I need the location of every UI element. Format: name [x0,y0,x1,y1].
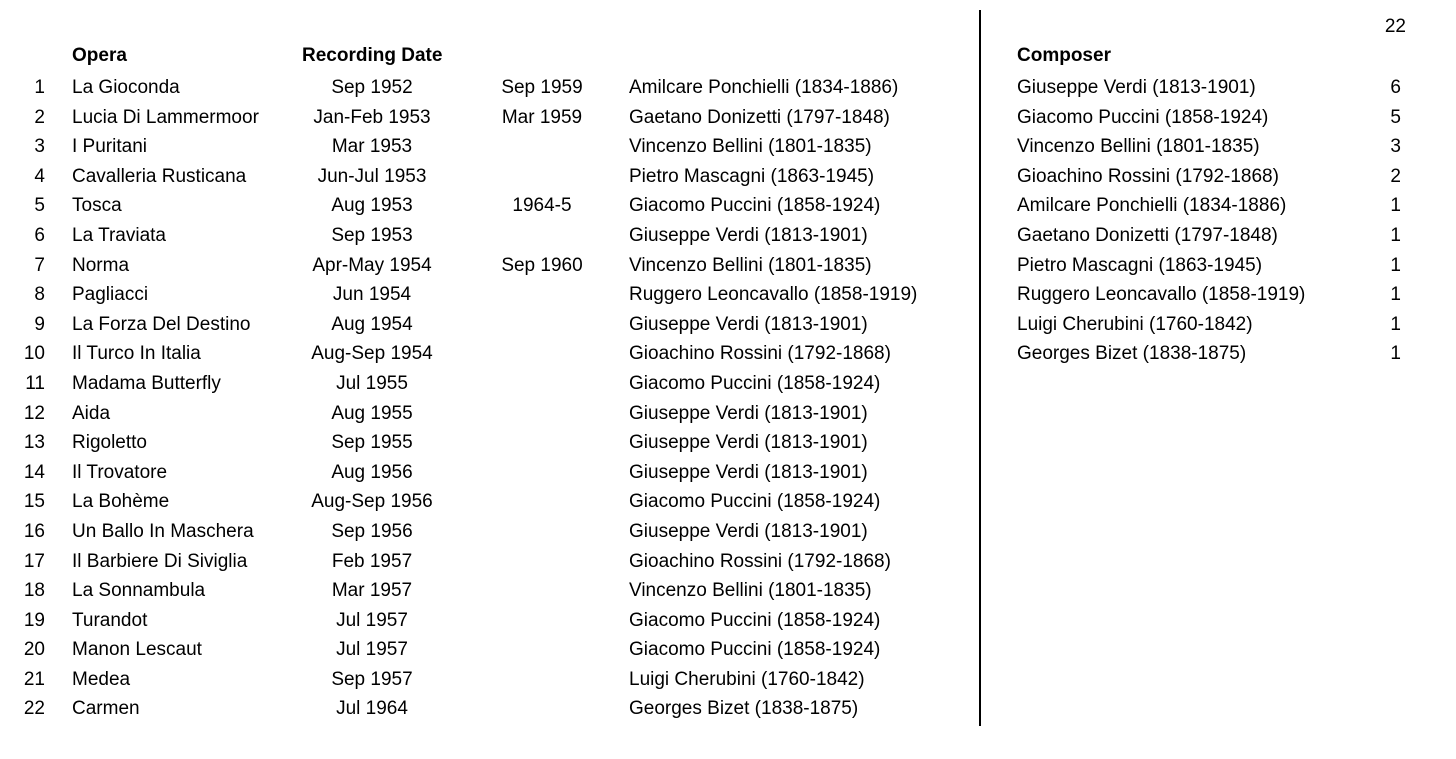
composer-count-row [1017,313,1407,343]
opera-title: La Bohème [72,491,170,513]
recording-date: Sep 1952 [331,77,413,98]
opera-title: Norma [72,254,130,276]
opera-title: La Sonnambula [72,580,206,602]
recording-date: Aug 1954 [331,313,413,335]
second-recording-date: Mar 1959 [501,106,583,128]
table-row [0,431,960,461]
table-row [0,402,960,432]
opera-title: Medea [72,668,131,690]
composer-name: Giuseppe Verdi (1813-1901) [629,224,868,246]
opera-count: 1 [1390,224,1401,246]
row-number: 14 [23,461,45,483]
composer-count-row [1017,342,1407,372]
recording-date: Mar 1957 [331,580,413,602]
opera-title: Pagliacci [72,284,149,306]
composer-name: Gioachino Rossini (1792-1868) [1017,165,1279,187]
recording-date: Sep 1955 [331,432,413,454]
table-row [0,490,960,520]
composer-name: Luigi Cherubini (1760-1842) [629,668,865,690]
opera-title: Un Ballo In Maschera [72,520,254,542]
recording-date-header: Recording Date [302,45,443,66]
row-number: 21 [23,668,45,690]
table-row [0,461,960,491]
opera-title: I Puritani [72,136,147,158]
row-number: 6 [34,224,45,246]
composer-name: Ruggero Leoncavallo (1858-1919) [1017,284,1306,306]
second-recording-date: Sep 1959 [501,77,583,98]
composer-name: Gioachino Rossini (1792-1868) [629,550,891,572]
table-row [0,372,960,402]
opera-title: La Traviata [72,224,166,246]
row-number: 13 [23,432,45,454]
table-row [0,550,960,580]
composer-name: Vincenzo Bellini (1801-1835) [1017,136,1260,158]
row-number: 11 [25,372,45,394]
table-row [0,283,960,313]
table-row [0,609,960,639]
composer-name: Amilcare Ponchielli (1834-1886) [629,77,899,98]
composer-count-table [1017,76,1407,372]
row-number: 22 [23,698,45,720]
composer-name: Giuseppe Verdi (1813-1901) [1017,77,1256,98]
row-number: 19 [23,609,45,631]
row-number: 17 [23,550,45,572]
row-number: 2 [34,106,45,128]
recording-date: Aug-Sep 1954 [311,343,433,365]
table-row [0,76,960,106]
composer-name: Giacomo Puccini (1858-1924) [1017,106,1269,128]
second-recording-date: 1964-5 [512,195,572,217]
composer-name: Gaetano Donizetti (1797-1848) [1017,224,1278,246]
row-number: 15 [23,491,45,513]
table-row [0,579,960,609]
composer-name: Giacomo Puccini (1858-1924) [629,491,881,513]
table-row [0,254,960,284]
recording-date: Aug 1956 [331,461,413,483]
recording-date: Sep 1957 [331,668,413,690]
opera-count: 2 [1390,165,1401,187]
opera-count: 1 [1390,313,1401,335]
opera-title: Lucia Di Lammermoor [72,106,259,128]
opera-count: 1 [1390,195,1401,217]
recording-date: Sep 1956 [331,520,413,542]
composer-count-row [1017,165,1407,195]
recording-date: Sep 1953 [331,224,413,246]
row-number: 8 [34,284,45,306]
recording-date: Jul 1964 [336,698,408,720]
table-row [0,520,960,550]
opera-count: 6 [1390,77,1401,98]
composer-count-row [1017,76,1407,106]
opera-title: Carmen [72,698,140,720]
composer-name: Pietro Mascagni (1863-1945) [1017,254,1263,276]
composer-name: Vincenzo Bellini (1801-1835) [629,136,872,158]
opera-count: 1 [1390,254,1401,276]
opera-count: 1 [1390,284,1401,306]
recording-date: Mar 1953 [331,136,413,158]
table-row [0,697,960,727]
opera-title: Cavalleria Rusticana [72,165,247,187]
composer-name: Giuseppe Verdi (1813-1901) [629,461,868,483]
recording-date: Jan-Feb 1953 [313,106,431,128]
opera-count: 5 [1390,106,1401,128]
opera-title: Il Trovatore [72,461,168,483]
composer-count-row [1017,254,1407,284]
recording-date: Jul 1957 [336,609,408,631]
table-row [0,135,960,165]
row-number: 3 [34,136,45,158]
composer-name: Pietro Mascagni (1863-1945) [629,165,875,187]
row-number: 16 [23,520,45,542]
opera-title: Il Barbiere Di Siviglia [72,550,248,572]
table-row [0,668,960,698]
recording-date: Apr-May 1954 [312,254,432,276]
opera-count: 3 [1390,136,1401,158]
composer-name: Luigi Cherubini (1760-1842) [1017,313,1253,335]
composer-name: Giuseppe Verdi (1813-1901) [629,313,868,335]
composer-count-row [1017,283,1407,313]
table-row [0,224,960,254]
composer-name: Giacomo Puccini (1858-1924) [629,639,881,661]
opera-table [0,76,960,727]
column-divider [979,10,981,726]
row-number: 10 [23,343,45,365]
second-recording-date: Sep 1960 [501,254,583,276]
composer-name: Vincenzo Bellini (1801-1835) [629,580,872,602]
composer-name: Gaetano Donizetti (1797-1848) [629,106,890,128]
table-row [0,165,960,195]
composer-name: Amilcare Ponchielli (1834-1886) [1017,195,1287,217]
opera-title: Il Turco In Italia [72,343,201,365]
row-number: 1 [34,77,45,98]
composer-name: Gioachino Rossini (1792-1868) [629,343,891,365]
table-row [0,106,960,136]
table-row [0,638,960,668]
row-number: 18 [23,580,45,602]
composer-name: Giuseppe Verdi (1813-1901) [629,402,868,424]
row-number: 9 [34,313,45,335]
composer-count-row [1017,194,1407,224]
table-row [0,313,960,343]
total-count: 22 [1384,16,1406,37]
row-number: 20 [23,639,45,661]
composer-name: Giacomo Puccini (1858-1924) [629,609,881,631]
recording-date: Aug-Sep 1956 [311,491,433,513]
opera-title: La Forza Del Destino [72,313,251,335]
composer-name: Giuseppe Verdi (1813-1901) [629,432,868,454]
opera-title: Turandot [72,609,148,631]
row-number: 5 [34,195,45,217]
recording-date: Jul 1957 [336,639,408,661]
table-row [0,194,960,224]
opera-title: Rigoletto [72,432,147,454]
composer-name: Vincenzo Bellini (1801-1835) [629,254,872,276]
row-number: 4 [34,165,45,187]
recording-date: Jun 1954 [332,284,412,306]
row-number: 7 [34,254,45,276]
opera-title: Aida [72,402,111,424]
composer-name: Georges Bizet (1838-1875) [629,698,859,720]
recording-date: Feb 1957 [331,550,413,572]
opera-header: Opera [72,45,127,66]
recording-date: Aug 1955 [331,402,413,424]
row-number: 12 [23,402,45,424]
composer-name: Giacomo Puccini (1858-1924) [629,195,881,217]
opera-title: Tosca [72,195,122,217]
recording-date: Jun-Jul 1953 [317,165,427,187]
composer-count-row [1017,224,1407,254]
table-row [0,342,960,372]
composer-name: Georges Bizet (1838-1875) [1017,343,1247,365]
opera-count: 1 [1390,343,1401,365]
opera-title: Madama Butterfly [72,372,221,394]
composer-name: Giuseppe Verdi (1813-1901) [629,520,868,542]
opera-title: Manon Lescaut [72,639,202,661]
opera-title: La Gioconda [72,77,180,98]
recording-date: Aug 1953 [331,195,413,217]
composer-count-row [1017,106,1407,136]
recording-date: Jul 1955 [336,372,408,394]
composer-count-row [1017,135,1407,165]
composer-header: Composer [1017,45,1111,66]
composer-name: Ruggero Leoncavallo (1858-1919) [629,284,918,306]
composer-name: Giacomo Puccini (1858-1924) [629,372,881,394]
